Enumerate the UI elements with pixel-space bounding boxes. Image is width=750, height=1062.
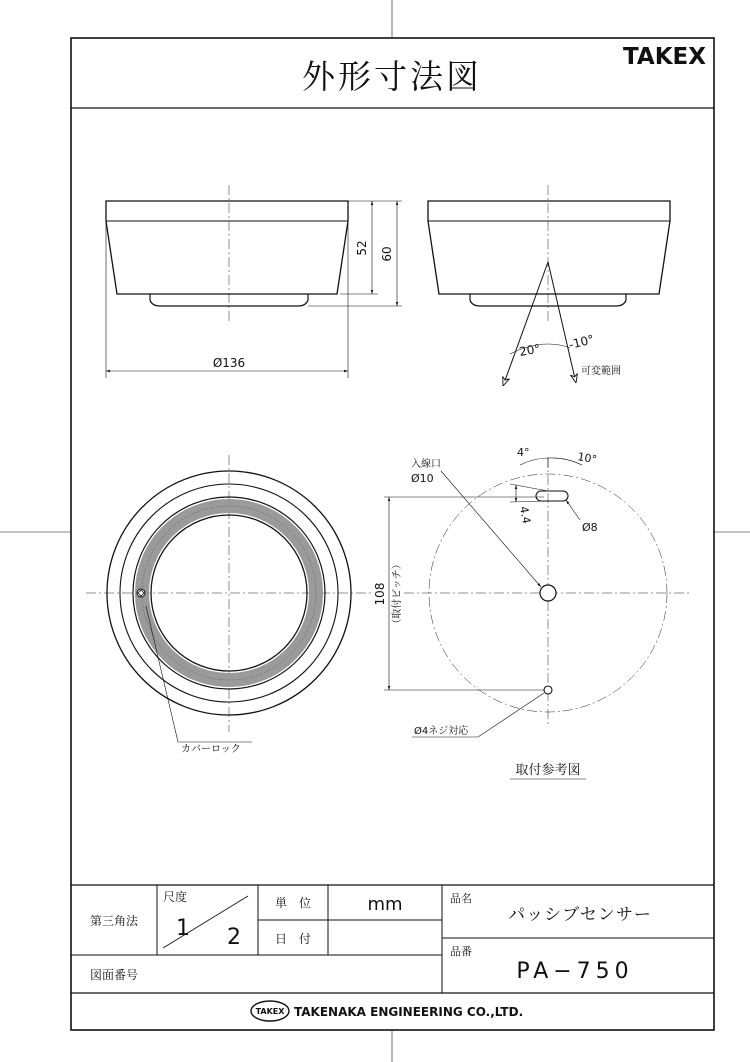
mounting-reference [373,446,692,779]
scale-numerator: 1 [176,916,190,941]
angle-right-label: -10° [567,332,596,352]
dim-height-60: 60 [380,246,394,262]
drawing-number-label: 図面番号 [89,968,139,982]
unit-label: 単 位 [274,896,312,910]
pitch-value: 108 [373,582,387,606]
company-logo-text: TAKEX [255,1007,285,1016]
adjustable-range-label: 可変範囲 [581,366,621,377]
drawing-title: 外形寸法図 [302,57,482,96]
part-number-label: 品番 [450,945,472,958]
cover-lock-icon [137,589,145,597]
front-view [86,455,372,755]
angle-view [428,185,670,386]
wire-inlet-hole [540,585,556,601]
wire-inlet-diameter: Ø10 [411,472,434,485]
scale-label: 尺度 [163,890,188,904]
brand-logo: TAKEX [623,44,706,70]
screw-label: Ø4ネジ対応 [414,726,469,737]
slot-width-dim: 4.4 [517,505,533,525]
slot-diameter-dim: Ø8 [582,521,598,534]
pitch-label: （取付ピッチ） [392,559,403,629]
part-number: PA−750 [516,959,634,984]
scale-denominator: 2 [227,925,241,950]
angle-10-label: 10° [576,450,598,467]
projection-method: 第三角法 [89,914,139,928]
product-name-label: 品名 [450,892,472,905]
mounting-slot [536,491,568,501]
date-label: 日 付 [274,932,312,946]
screw-hole [544,686,552,694]
dim-diameter-136: Ø136 [212,356,246,370]
side-view [106,185,402,378]
company-footer [251,1001,523,1021]
product-name: パッシブセンサー [508,905,652,925]
wire-inlet-label: 入線口 [411,459,441,470]
dim-height-52: 52 [355,240,369,256]
unit-value: mm [367,894,403,915]
mounting-caption: 取付参考図 [515,763,581,778]
angle-left-label: 20° [518,341,542,359]
company-name: TAKENAKA ENGINEERING CO.,LTD. [294,1005,524,1019]
angle-4-label: 4° [517,446,530,459]
cover-lock-label: カバーロック [181,744,241,755]
